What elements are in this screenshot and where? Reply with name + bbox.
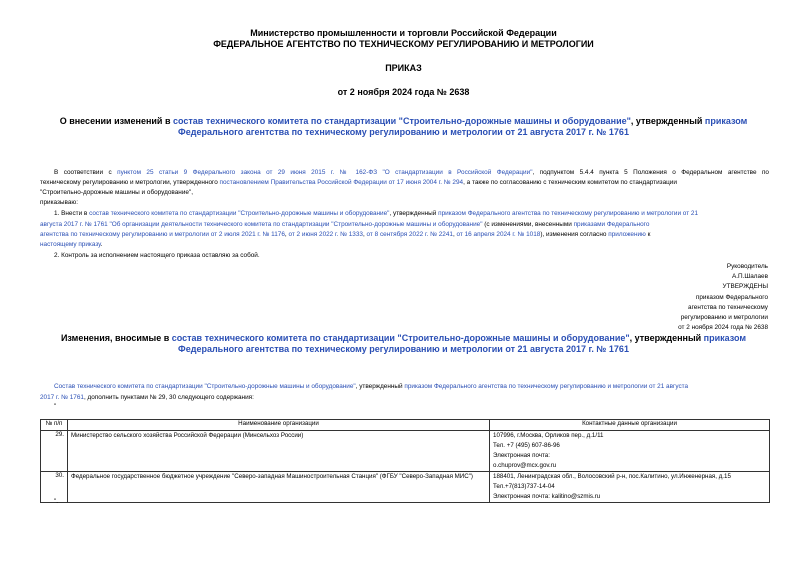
organization-name: Министерство сельского хозяйства Российской Федерации (Минсельхоз России) <box>68 431 490 472</box>
order-2241-link[interactable]: от 8 сентября 2022 г. № 2241 <box>366 231 453 238</box>
column-header-organization: Наименование организации <box>68 420 490 431</box>
row-number: 29. <box>41 431 68 472</box>
committee-composition-link[interactable]: состав технического комитета по стандартизации "Строительно-дорожные машины и оборудование" <box>173 116 631 126</box>
this-order-link[interactable]: настоящему приказу <box>40 241 101 248</box>
item1-line4: настоящему приказу. <box>40 241 103 248</box>
order-link[interactable]: приказом <box>703 333 747 343</box>
title-text: Изменения, вносимые в <box>60 333 172 343</box>
text: , а также по согласованию с техническим комитетом по стандартизации <box>463 179 677 186</box>
text: ), изменения согласно <box>540 231 609 238</box>
phone: Тел. +7 (495) 607-86-96 <box>493 442 560 449</box>
contact-details <box>490 472 770 503</box>
item1-line2 <box>40 220 649 231</box>
approval-line3: регулированию и метрологии <box>680 314 768 321</box>
email: o.chuprov@mcx.gov.ru <box>493 462 557 469</box>
title-text: , утвержденный <box>630 116 705 126</box>
text: , утвержденный <box>355 383 405 390</box>
government-decree-link[interactable]: постановлением Правительства Российской Федерации от 17 июня 2004 г. № 294 <box>219 179 464 186</box>
signatory-name: А.П.Шалаев <box>731 273 768 280</box>
address: 188401, Ленинградская обл., Волосовский р-н, пос.Калитино, ул.Инженерная, д.15 <box>493 473 731 480</box>
title-text: , утвержденный <box>629 333 704 343</box>
changes-para-line1 <box>54 382 688 393</box>
order-title <box>0 116 807 127</box>
order-1018-link[interactable]: от 16 апреля 2024 г. № 1018 <box>456 231 541 238</box>
row-number: 30. <box>41 472 68 503</box>
order-1761-link-continued[interactable]: августа 2017 г. № 1761 "Об организации деятельности технического комитета по стандартизации "Строительно-дорожные машины и оборудование" <box>40 221 483 228</box>
approval-line1: приказом Федерального <box>695 294 768 301</box>
approved-label: УТВЕРЖДЕНЫ <box>722 283 768 290</box>
order-1333-link[interactable]: от 2 июня 2022 г. № 1333 <box>288 231 363 238</box>
text: , подпунктом 5.4.4 пункта 5 Положения о Федеральном агентстве по <box>532 169 769 176</box>
organization-name: Федеральное государственное бюджетное учреждение "Северо-западная Машиностроительная Станция" (ФГБУ "Северо-Западная МИС") <box>68 472 490 503</box>
doc-type: ПРИКАЗ <box>385 63 422 73</box>
item1-line1 <box>54 209 698 220</box>
committee-composition-link[interactable]: Состав технического комитета по стандартизации "Строительно-дорожные машины и оборудование" <box>54 383 356 390</box>
ministry-name: Министерство промышленности и торговли Российской Федерации <box>250 28 557 38</box>
approval-line2: агентства по техническому <box>688 304 768 311</box>
table-row <box>41 472 770 503</box>
order-1761-link[interactable]: приказом Федерального агентства по техническому регулированию и метрологии от 21 <box>438 210 699 217</box>
email-label: Электронная почта: <box>493 452 550 459</box>
changes-title <box>0 333 807 344</box>
column-header-contacts: Контактные данные организации <box>490 420 770 431</box>
item2: 2. Контроль за исполнением настоящего приказа оставляю за собой. <box>54 252 260 259</box>
contact-details <box>490 431 770 472</box>
table-header-row <box>41 420 770 431</box>
preamble-line2 <box>40 178 677 189</box>
doc-date-number: от 2 ноября 2024 года № 2638 <box>337 87 470 97</box>
order-link-continued[interactable]: Федерального агентства по техническому регулированию и метрологии от 21 августа 2017 г. № 1761 <box>178 127 629 137</box>
text: В соответствии с <box>54 169 118 176</box>
address: 107996, г.Москва, Орликов пер., д.1/11 <box>493 432 604 439</box>
order-title-line2 <box>0 127 807 138</box>
order-1761-link[interactable]: приказом Федерального агентства по техническому регулированию и метрологии от 21 августа <box>404 383 689 390</box>
text: 1. Внести в <box>54 210 90 217</box>
order-link-continued[interactable]: Федерального агентства по техническому регулированию и метрологии от 21 августа 2017 г. № 1761 <box>178 344 629 354</box>
text: к <box>645 231 651 238</box>
table-row <box>41 431 770 472</box>
phone: Тел.+7(813)737-14-04 <box>493 483 555 490</box>
preamble-line3: "Строительно-дорожные машины и оборудование", <box>40 189 193 196</box>
title-text: О внесении изменений в <box>59 116 173 126</box>
changes-title-line2 <box>0 344 807 355</box>
committee-composition-link[interactable]: состав технического комитета по стандартизации "Строительно-дорожные машины и оборудование" <box>171 333 630 343</box>
text: техническому регулированию и метрологии <box>40 179 170 186</box>
amending-orders-link[interactable]: приказами Федерального <box>573 221 650 228</box>
order-word: приказываю: <box>40 199 78 206</box>
organizations-table <box>40 419 770 503</box>
item1-line3: агентства по техническому регулированию и метрологии от 2 июля 2021 г. № 1176, от 2 июня 2022 г. № 1333, от 8 сентября 2022 г. № 2241, от 16 апреля 2024 г. № 1018), изменения согласно приложению к <box>40 231 651 238</box>
quote-open: " <box>54 403 57 410</box>
order-1176-link[interactable]: агентства по техническому регулированию и метрологии от 2 июля 2021 г. № 1176 <box>40 231 285 238</box>
preamble-line1 <box>54 168 769 179</box>
quote-close: ". <box>54 498 59 505</box>
changes-para-line2 <box>40 393 254 404</box>
federal-law-link[interactable]: пунктом 25 статьи 9 Федерального закона от 29 июня 2015 г. № 162-ФЗ "О стандартизации в Российской Федерации" <box>117 169 533 176</box>
signatory-position: Руководитель <box>726 263 768 270</box>
approval-line4: от 2 ноября 2024 года № 2638 <box>678 324 768 331</box>
column-header-number: № п/п <box>41 420 68 431</box>
text: , утвержденного <box>169 179 220 186</box>
committee-composition-link[interactable]: состав технического комитета по стандартизации "Строительно-дорожные машины и оборудование" <box>89 210 390 217</box>
order-1761-link-continued[interactable]: 2017 г. № 1761 <box>40 394 84 401</box>
order-link[interactable]: приказом <box>704 116 748 126</box>
appendix-link[interactable]: приложению <box>608 231 646 238</box>
text: (с изменениями, внесенными <box>482 221 574 228</box>
agency-name: ФЕДЕРАЛЬНОЕ АГЕНТСТВО ПО ТЕХНИЧЕСКОМУ РЕГУЛИРОВАНИЮ И МЕТРОЛОГИИ <box>213 39 594 49</box>
text: , утвержденный <box>389 210 439 217</box>
text: , дополнить пунктами № 29, 30 следующего содержания: <box>83 394 254 401</box>
email: Электронная почта: kalitino@szmis.ru <box>493 493 601 500</box>
